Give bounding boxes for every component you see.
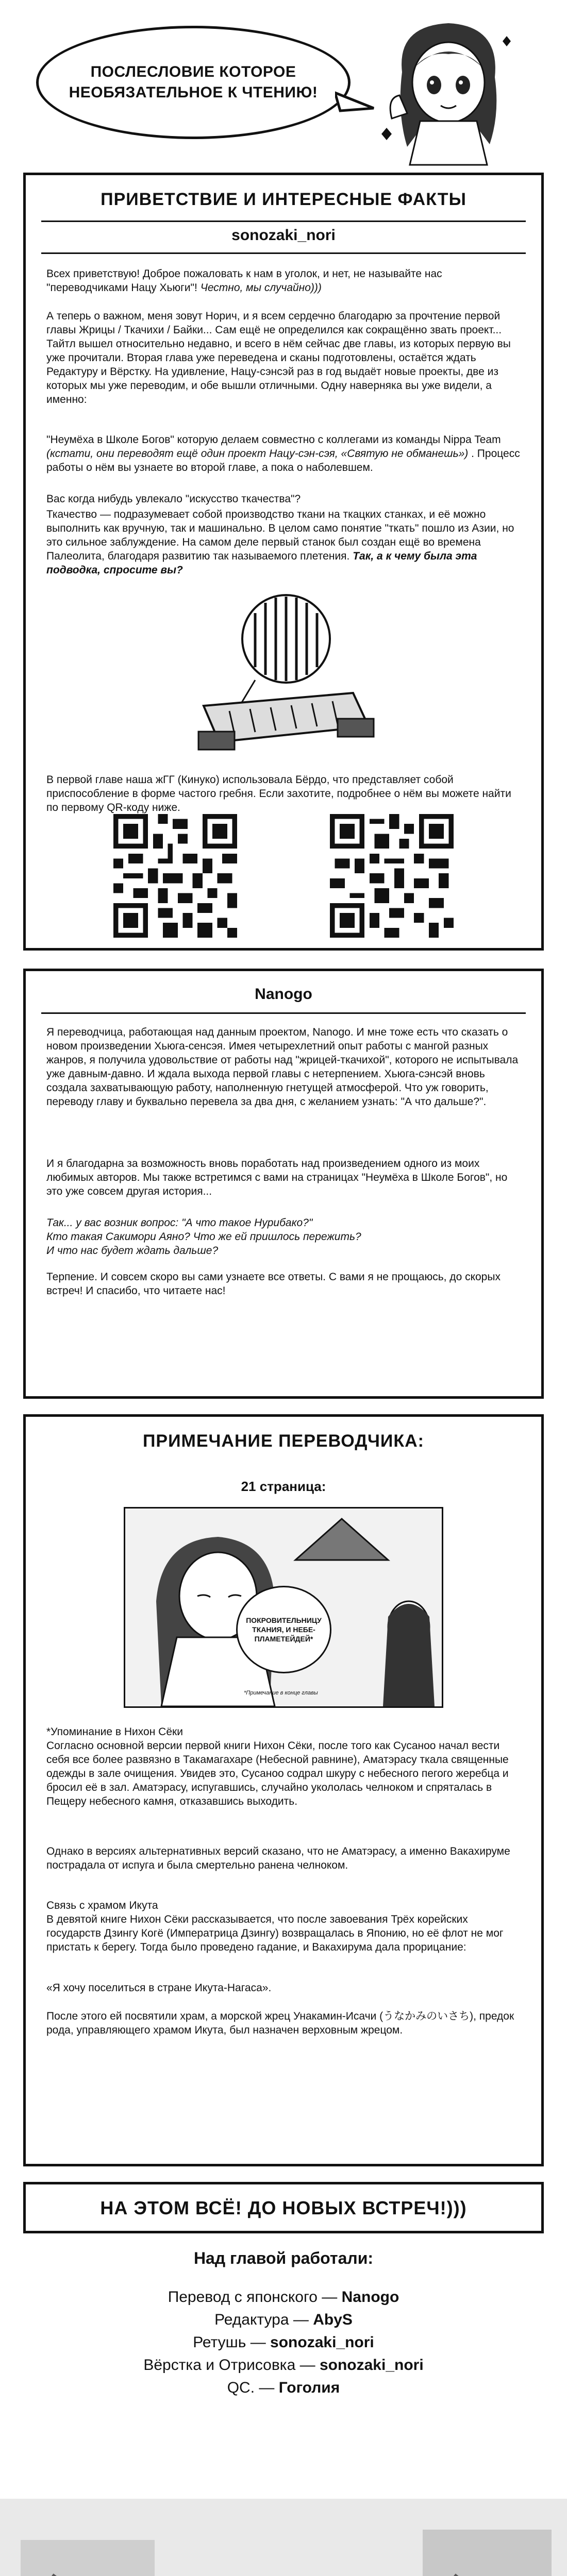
credit-role: QC. — xyxy=(227,2379,279,2396)
question-1: Так... у вас возник вопрос: "А что такое Нурибако?" xyxy=(46,1217,313,1229)
credit-row xyxy=(0,2289,567,2306)
qr-code-icon[interactable] xyxy=(330,814,454,938)
translator-note-section xyxy=(23,1414,544,2166)
greeting-paragraph-1 xyxy=(46,267,521,295)
note-paragraph-2: Однако в версиях альтернативных версий сказано, что не Аматэрасу, а именно Вакахируме пострадала от испуга и была смертельно ранена челноком. xyxy=(46,1845,510,1871)
qr-code-icon[interactable] xyxy=(113,814,237,938)
bubble-tail-icon xyxy=(335,88,376,118)
note-heading-1: *Упоминание в Нихон Сёки xyxy=(46,1726,183,1738)
divider xyxy=(41,252,526,254)
loom-reed-illustration xyxy=(183,582,389,757)
nanogo-paragraph-4 xyxy=(46,1270,521,1298)
weaving-paragraph xyxy=(46,507,521,577)
project-italic-note: (кстати, они переводят ещё один проект Нацу-сэн-сэя, «Святую не обманешь») xyxy=(46,448,469,460)
manga-panel xyxy=(124,1507,443,1708)
credits-block xyxy=(0,2249,567,2397)
intro-paragraph: А теперь о важном, меня зовут Норич, и я всем сердечно благодарю за прочтение первой главы Жрицы / Ткачихи / Байки... Сам ещё не определился как сокращённо звать проект... Тайтл вышел относительно недавно, и всего в нём сейчас две главы, из которых первую вы уже прочитали. Вторая глава уже переведена и сканы подготовлены, остаётся ждать Редактуру и Вёрстку. На удивление, Нацу-сэнсэй раз в год выдаёт новые проекты, две из которых мы уже переводим, и обе вышли отличными. Одну наверняка вы уже видели, а именно: xyxy=(46,310,511,405)
speech-bubble xyxy=(36,26,351,139)
credit-role: Перевод с японского — xyxy=(168,2289,342,2306)
credit-row xyxy=(0,2311,567,2329)
divider xyxy=(41,1012,526,1014)
oracle-quote: «Я хочу поселиться в стране Икута-Нагаса». xyxy=(46,1982,272,1994)
project-title-text: "Неумёха в Школе Богов" которую делаем совместно с коллегами из команды Nippa Team xyxy=(46,434,501,446)
weaving-question: Вас когда нибудь увлекало "искусство ткачества"? xyxy=(46,493,301,505)
credits-title: Над главой работали: xyxy=(193,2249,374,2267)
greeting-title: ПРИВЕТСТВИЕ И ИНТЕРЕСНЫЕ ФАКТЫ xyxy=(101,190,466,209)
mascot-girl-illustration xyxy=(371,10,526,170)
question-2: Кто такая Сакимори Аяно? Что же ей пришлось пережить? xyxy=(46,1231,361,1243)
greeting-italic: Честно, мы случайно))) xyxy=(200,282,322,294)
note-heading-2: Связь с храмом Икута xyxy=(46,1900,158,1911)
closing-title: НА ЭТОМ ВСЁ! ДО НОВЫХ ВСТРЕЧ!))) xyxy=(100,2197,467,2218)
greeting-text: Всех приветствую! Доброе пожаловать к нам в уголок, и нет, не называйте нас "переводчиками Нацу Хьюги"! xyxy=(46,268,442,294)
nanogo-paragraph-2: И я благодарна за возможность вновь поработать над произведением одного из моих любимых авторов. Мы также встретимся с вами на страницах "Неумёха в Школе Богов", но это уже совсем другая история... xyxy=(46,1158,508,1197)
note-title: ПРИМЕЧАНИЕ ПЕРЕВОДЧИКА: xyxy=(142,1431,424,1451)
greeting-section xyxy=(23,173,544,951)
question-3: И что нас будет ждать дальше? xyxy=(46,1245,219,1257)
note-paragraph-4: После этого ей посвятили храм, а морской жрец Унакамин-Исачи (うなかみのいさち), предок рода, управляющего храмом Икута, был назначен верховным жрецом. xyxy=(46,2010,514,2036)
divider xyxy=(41,221,526,222)
bottom-manga-illustration xyxy=(0,2499,567,2576)
nanogo-paragraph-1: Я переводчица, работающая над данным проектом, Nanogo. И мне тоже есть что сказать о новом произведении Хьюга-сенсэя. Имея четырехлетний опыт работы с мангой разных жанров, я получила удовольствие от работы над "жрицей-ткачихой", которого не испытывала уже давным-давно. И ждала выхода первой главы с нетерпением. Хьюга-сэнсэй вновь создала захватывающую работу, наполненную гнетущей атмосферой. Что уж говорить, переводу главу и буквально перевела за два дня, с желанием узнать: "А что дальше?". xyxy=(46,1026,519,1108)
reed-paragraph: В первой главе наша жГГ (Кинуко) использовала Бёрдо, что представляет собой приспособление в форме частого гребня. Если захотите, подробнее о нём вы можете найти по первому QR-коду ниже. xyxy=(46,774,511,814)
page-label: 21 страница: xyxy=(241,1479,326,1494)
credit-name: Гоголия xyxy=(278,2379,340,2396)
nanogo-farewell: Терпение. И совсем скоро вы сами узнаете все ответы. С вами я не прощаюсь, до скорых встреч! И спасибо, что читаете нас! xyxy=(46,1271,501,1297)
header-banner xyxy=(0,0,567,170)
credit-name: sonozaki_nori xyxy=(319,2357,424,2374)
weaving-lead-question: Так, а к чему была эта подводка, спросите вы? xyxy=(46,550,477,576)
credit-name: AbyS xyxy=(313,2311,353,2328)
credit-role: Ретушь — xyxy=(193,2334,271,2351)
project-paragraph xyxy=(46,433,521,474)
bubble-line-2: НЕОБЯЗАТЕЛЬНОЕ К ЧТЕНИЮ! xyxy=(69,84,318,101)
note-paragraph-1: Согласно основной версии первой книги Нихон Сёки, после того как Сусаноо начал вести себя все более развязно в Такамагахаре (Небесной равнине), Аматэрасу ткала священные одежды в зале очищения. Увидев это, Сусаноо содрал шкуру с небесного пегого жеребца и бросил её в зал. Аматэрасу, испугавшись, случайно укололась челноком и спряталась в Пещеру небесного камня, отказавшись выходить. xyxy=(46,1740,509,1807)
author-sonozaki: sonozaki_nori xyxy=(231,227,336,244)
credit-name: Nanogo xyxy=(341,2289,399,2306)
weaving-text: Ткачество — подразумевает собой производство ткани на ткацких станках, и её можно выполнить как вручную, так и машинально. В целом само понятие "ткать" пошло из Азии, но это сильное заблуждение. На самом деле первый станок был создан ещё во времена Палеолита, благодаря развитию так называемого плетения. xyxy=(46,509,514,562)
credit-role: Вёрстка и Отрисовка — xyxy=(143,2357,320,2374)
panel-footnote: *Примечание в конце главы xyxy=(244,1690,318,1696)
project-tail-text: . Процесс работы о нём вы узнаете во второй главе, а пока о наболевшем. xyxy=(46,448,520,473)
nanogo-questions xyxy=(46,1216,521,1258)
credit-row xyxy=(0,2379,567,2397)
panel-speech-bubble xyxy=(236,1586,331,1673)
credit-name: sonozaki_nori xyxy=(270,2334,374,2351)
bubble-line-1: ПОСЛЕСЛОВИЕ КОТОРОЕ xyxy=(90,63,296,80)
credit-row xyxy=(0,2357,567,2374)
note-paragraph-3: В девятой книге Нихон Сёки рассказывается, что после завоевания Трёх корейских государств Дзингу Когё (Императрица Дзингу) возвращалась в Японию, но её флот не мог пристать к берегу. Тогда было проведено гадание, и Вакахирума дала прорицание: xyxy=(46,1913,504,1953)
closing-banner xyxy=(23,2182,544,2233)
credit-row xyxy=(0,2334,567,2351)
credit-role: Редактура — xyxy=(214,2311,313,2328)
translator-section xyxy=(23,969,544,1399)
manga-character-art xyxy=(0,2499,567,2576)
author-nanogo: Nanogo xyxy=(255,986,312,1003)
panel-bubble-text: ПОКРОВИТЕЛЬНИЦУ ТКАНИЯ, И НЕБЕ-ПЛАМЕТЕЙДЕЙ* xyxy=(246,1616,322,1643)
